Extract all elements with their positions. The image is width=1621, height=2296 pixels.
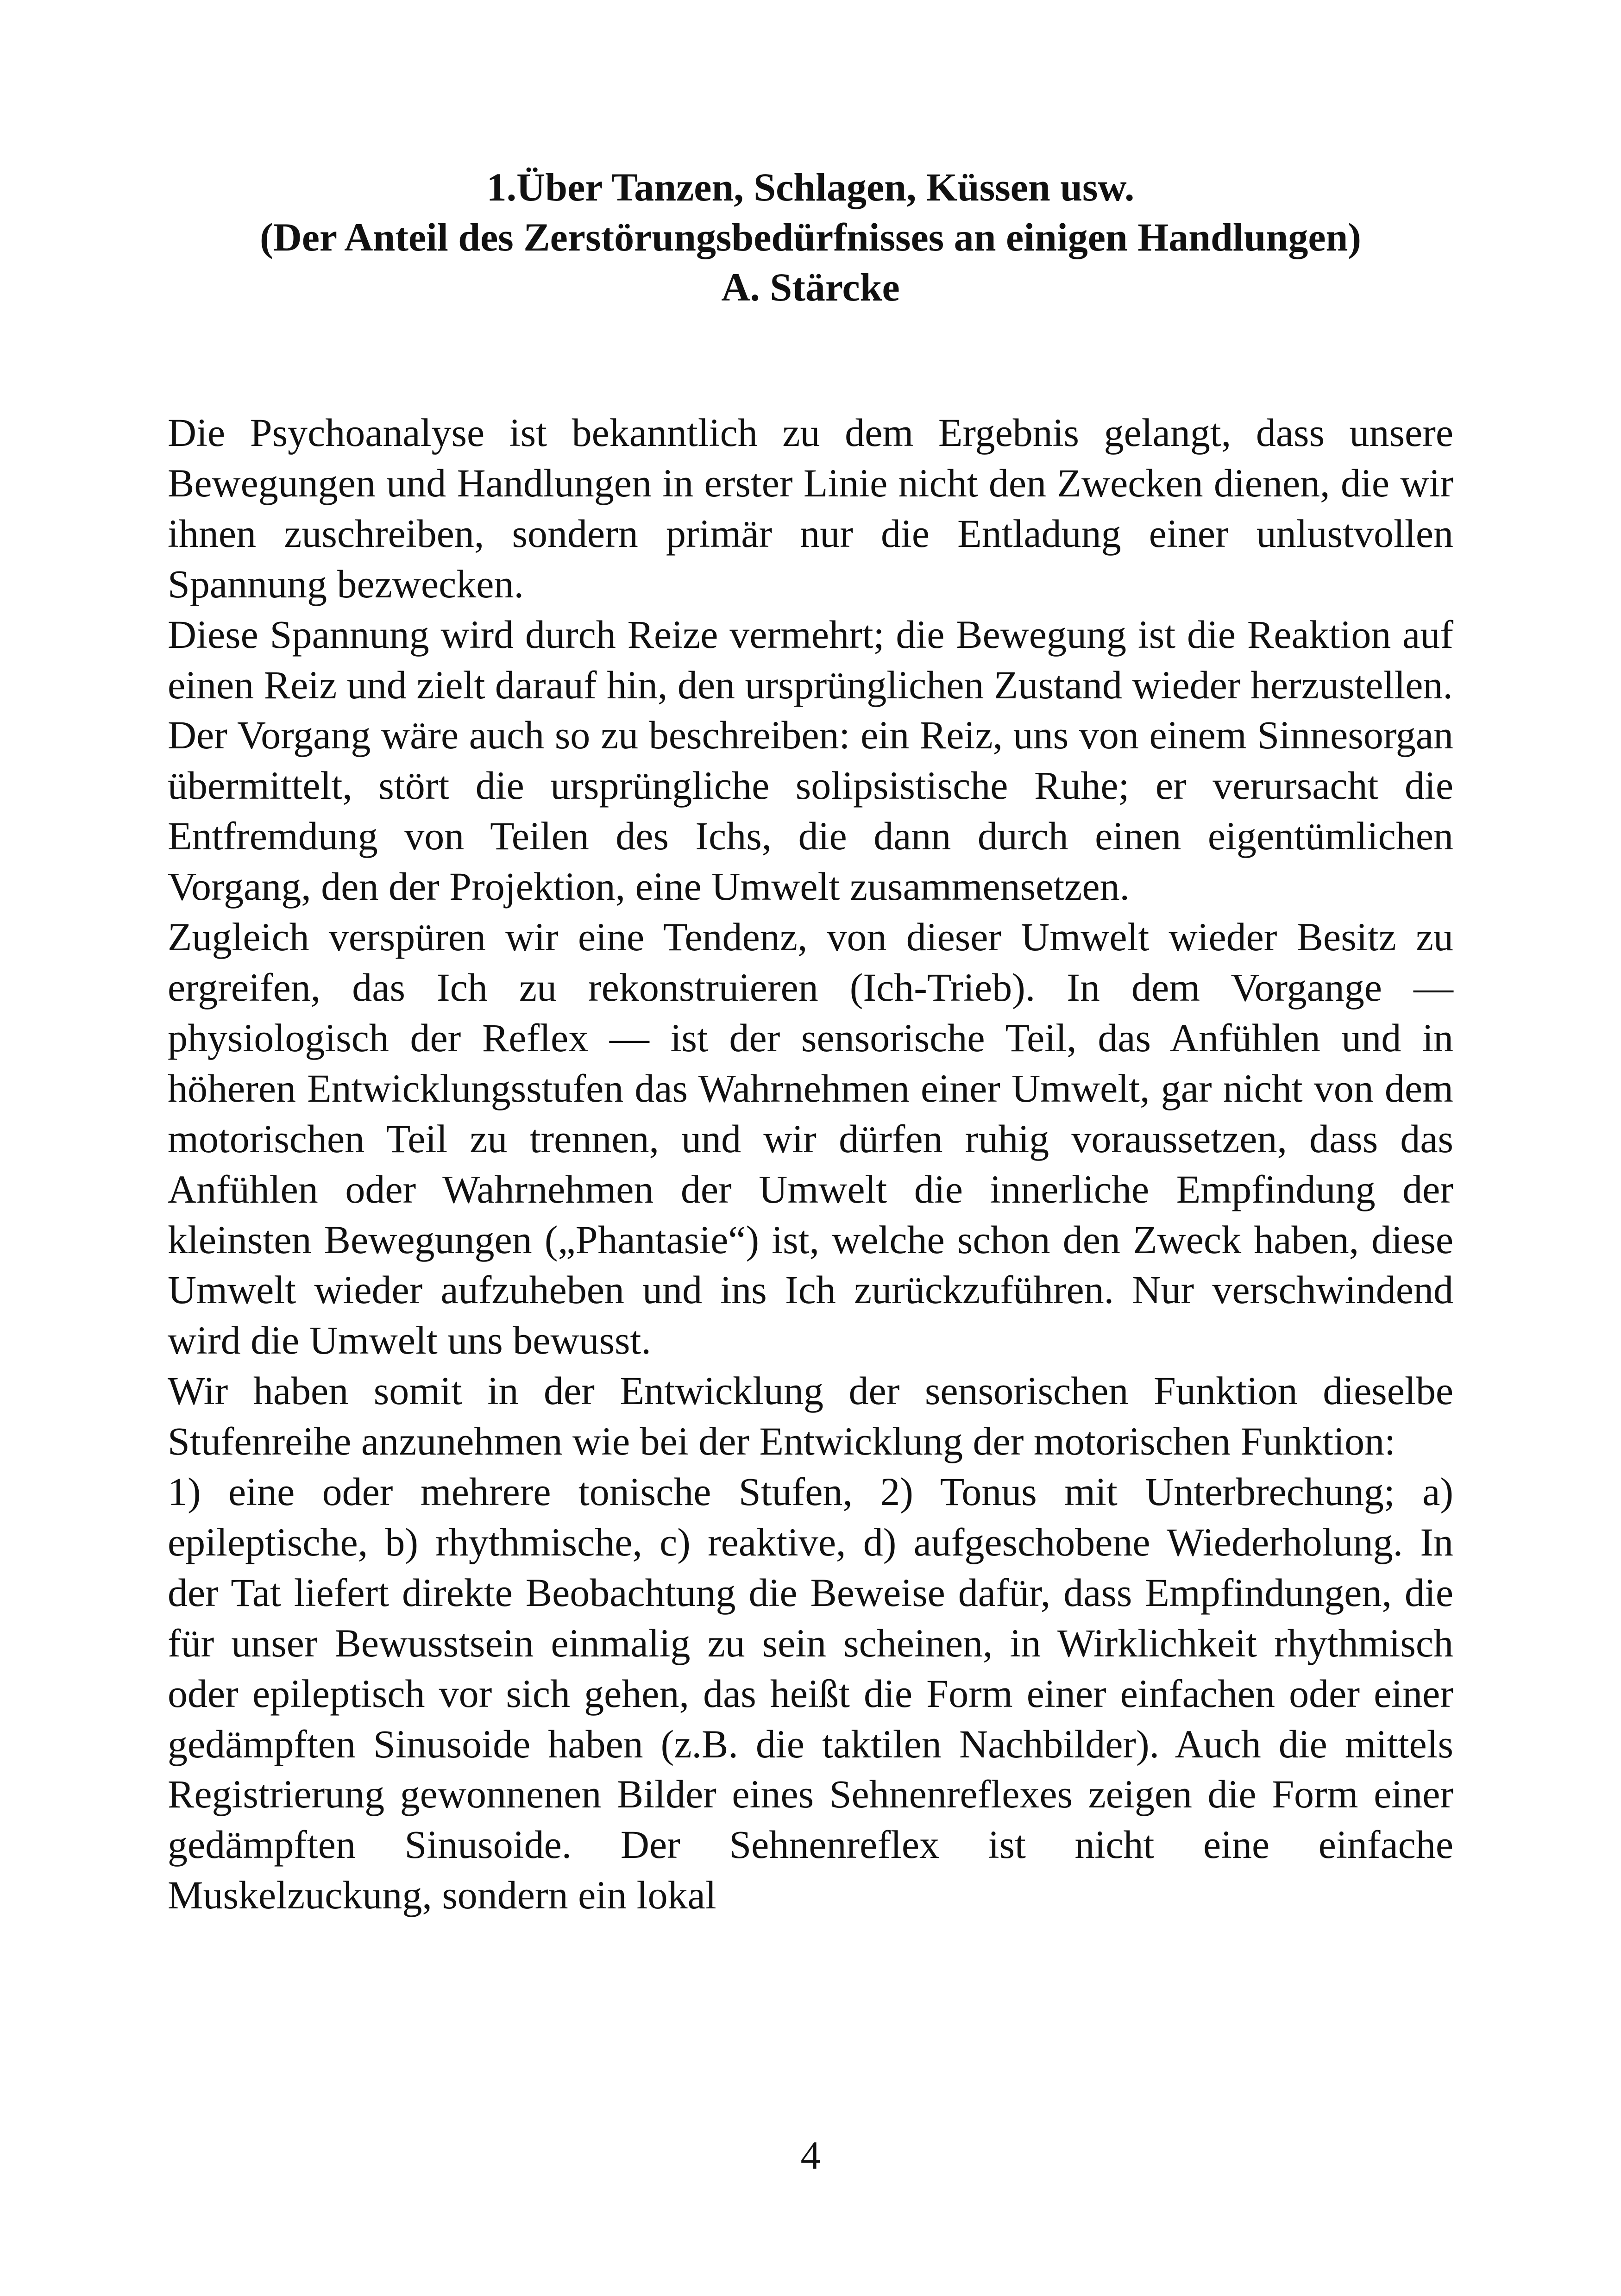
paragraph-3: Der Vorgang wäre auch so zu beschreiben: ein Reiz, uns von einem Sinnesorgan übermittelt, stört die ursprüngliche solipsistische Ruhe; er verursacht die Entfremdung von Teilen des Ichs, die dann durch einen eigentümlichen Vorgang, den der Projektion, eine Umwelt zusammensetzen. (168, 713, 1453, 909)
article-header (0, 162, 1621, 312)
article-author: A. Stärcke (721, 265, 900, 309)
page-number: 4 (800, 2133, 821, 2177)
article-subtitle: (Der Anteil des Zerstörungsbedürfnisses an einigen Handlungen) (259, 215, 1362, 259)
paragraph-6: 1) eine oder mehrere tonische Stufen, 2) Tonus mit Unterbrechung; a) epileptische, b) rhythmische, c) reaktive, d) aufgeschobene Wiederholung. In der Tat liefert direkte Beobachtung die Beweise dafür, dass Empfindungen, die für unser Bewusstsein einmalig zu sein scheinen, in Wirklichkeit rhythmisch oder epileptisch vor sich gehen, das heißt die Form einer einfachen oder einer gedämpften Sinusoide haben (z.B. die taktilen Nachbilder). Auch die mittels Registrierung gewonnenen Bilder eines Sehnenreflexes zeigen die Form einer gedämpften Sinusoide. Der Sehnenreflex ist nicht eine einfache Muskelzuckung, sondern ein lokal (168, 1469, 1453, 1918)
paragraph-5: Wir haben somit in der Entwicklung der sensorischen Funktion dieselbe Stufenreihe anzunehmen wie bei der Entwicklung der motorischen Funktion: (168, 1368, 1453, 1464)
article-body (168, 408, 1453, 1920)
article-title: 1.Über Tanzen, Schlagen, Küssen usw. (486, 165, 1135, 209)
paragraph-2: Diese Spannung wird durch Reize vermehrt; die Bewegung ist die Reaktion auf einen Reiz und zielt darauf hin, den ursprünglichen Zustand wieder herzustellen. (168, 612, 1453, 707)
paragraph-1: Die Psychoanalyse ist bekanntlich zu dem Ergebnis gelangt, dass unsere Bewegungen und Handlungen in erster Linie nicht den Zwecken dienen, die wir ihnen zuschreiben, sondern primär nur die Entladung einer unlustvollen Spannung bezwecken. (168, 410, 1453, 606)
paragraph-4: Zugleich verspüren wir eine Tendenz, von dieser Umwelt wieder Besitz zu ergreifen, das Ich zu rekonstruieren (Ich-Trieb). In dem Vorgange — physiologisch der Reflex — ist der sensorische Teil, das Anfühlen und in höheren Entwicklungsstufen das Wahrnehmen einer Umwelt, gar nicht von dem motorischen Teil zu trennen, und wir dürfen ruhig voraussetzen, dass das Anfühlen oder Wahrnehmen der Umwelt die innerliche Empfindung der kleinsten Bewegungen („Phantasie“) ist, welche schon den Zweck haben, diese Umwelt wieder aufzuheben und ins Ich zurückzuführen. Nur verschwindend wird die Umwelt uns bewusst. (168, 915, 1453, 1363)
